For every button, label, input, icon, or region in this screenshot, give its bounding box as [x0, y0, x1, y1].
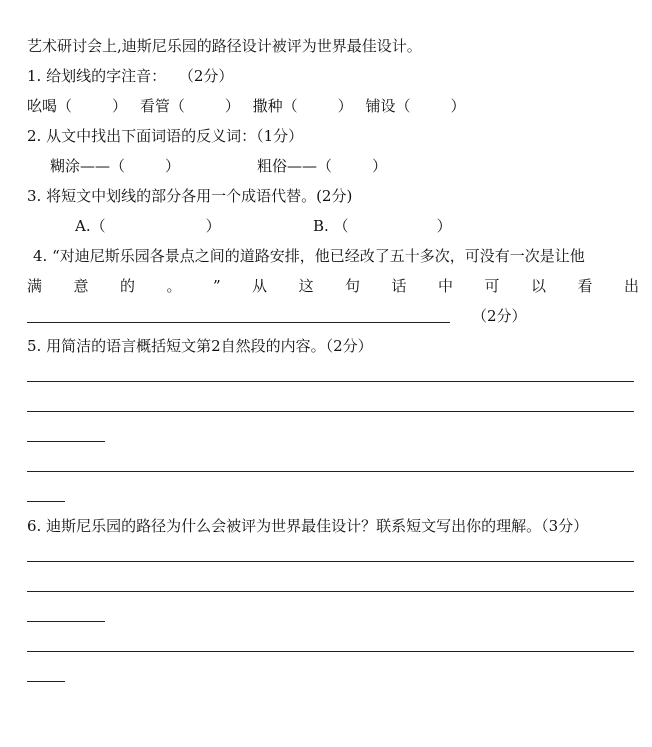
q6-answer-line-3[interactable]: [27, 621, 105, 622]
q4-answer-line[interactable]: [27, 322, 450, 323]
q4-char: 看: [577, 277, 593, 295]
q4-char: 从: [252, 277, 268, 295]
q5-answer-line-5[interactable]: [27, 501, 65, 502]
q6-answer-line-2[interactable]: [27, 591, 634, 592]
q2-a-word: 糊涂——（: [50, 157, 126, 175]
q4-char: 。: [166, 277, 182, 295]
q3-item-b: [313, 216, 452, 236]
q4-score: （2分）: [472, 307, 527, 325]
q4-char: 话: [391, 277, 407, 295]
q4-char: 以: [530, 277, 546, 295]
q6-answer-line-5[interactable]: [27, 681, 65, 682]
q1-item-sazhong: 撒种（: [252, 97, 298, 115]
q4-line1: 4. “对迪尼斯乐园各景点之间的道路安排，他已经改了五十多次，可没有一次是让他: [33, 247, 585, 265]
q2-a-close: ）: [165, 157, 181, 175]
q1-item-sazhong-close: ）: [337, 97, 353, 115]
q1-item-yaohe: 吆喝（: [27, 97, 73, 115]
q4-char: 这: [298, 277, 314, 295]
q6-answer-line-4[interactable]: [27, 651, 634, 652]
q4-char: 句: [345, 277, 361, 295]
q1-item-pushe: 铺设（: [365, 97, 411, 115]
q2-item-b: [257, 156, 387, 176]
q6-label: 6. 迪斯尼乐园的路径为什么会被评为世界最佳设计？联系短文写出你的理解。（3分）: [27, 517, 589, 535]
q5-answer-line-4[interactable]: [27, 471, 634, 472]
q1-item-kanguan: 看管（: [139, 97, 185, 115]
q1-item-yaohe-close: ）: [112, 97, 128, 115]
q1-item-pushe-close: ）: [450, 97, 466, 115]
q3-a-close: ）: [205, 217, 221, 235]
q3-label: 3. 将短文中划线的部分各用一个成语代替。(2分): [27, 187, 353, 205]
q6-answer-line-1[interactable]: [27, 561, 634, 562]
q1-score: （2分）: [178, 67, 234, 85]
q2-label: 2. 从文中找出下面词语的反义词：（1分）: [27, 127, 304, 145]
q2-b-word: 粗俗——（: [257, 157, 333, 175]
q1-items: [27, 96, 465, 116]
q4-char: 出: [623, 277, 639, 295]
q4-char: 满: [27, 277, 43, 295]
q4-char: 的: [119, 277, 135, 295]
q3-b-close: ）: [436, 217, 452, 235]
q4-line2: [27, 276, 639, 296]
q4-char: 可: [484, 277, 500, 295]
q5-answer-line-1[interactable]: [27, 381, 634, 382]
q4-char: 意: [73, 277, 89, 295]
q5-answer-line-2[interactable]: [27, 411, 634, 412]
q1-item-kanguan-close: ）: [224, 97, 240, 115]
intro-text: 艺术研讨会上,迪斯尼乐园的路径设计被评为世界最佳设计。: [27, 37, 422, 55]
q4-char: ”: [212, 277, 221, 295]
q3-item-a: [75, 216, 221, 236]
q3-b-open: B. （: [313, 217, 349, 235]
q1-label: [27, 66, 233, 86]
q1-label-text: 1. 给划线的字注音：: [27, 67, 167, 85]
q2-item-a: [50, 156, 180, 176]
q5-label: 5. 用简洁的语言概括短文第2自然段的内容。（2分）: [27, 337, 373, 355]
q3-a-open: A.（: [75, 217, 106, 235]
q4-char: 中: [438, 277, 454, 295]
q2-b-close: ）: [372, 157, 388, 175]
q5-answer-line-3[interactable]: [27, 441, 105, 442]
